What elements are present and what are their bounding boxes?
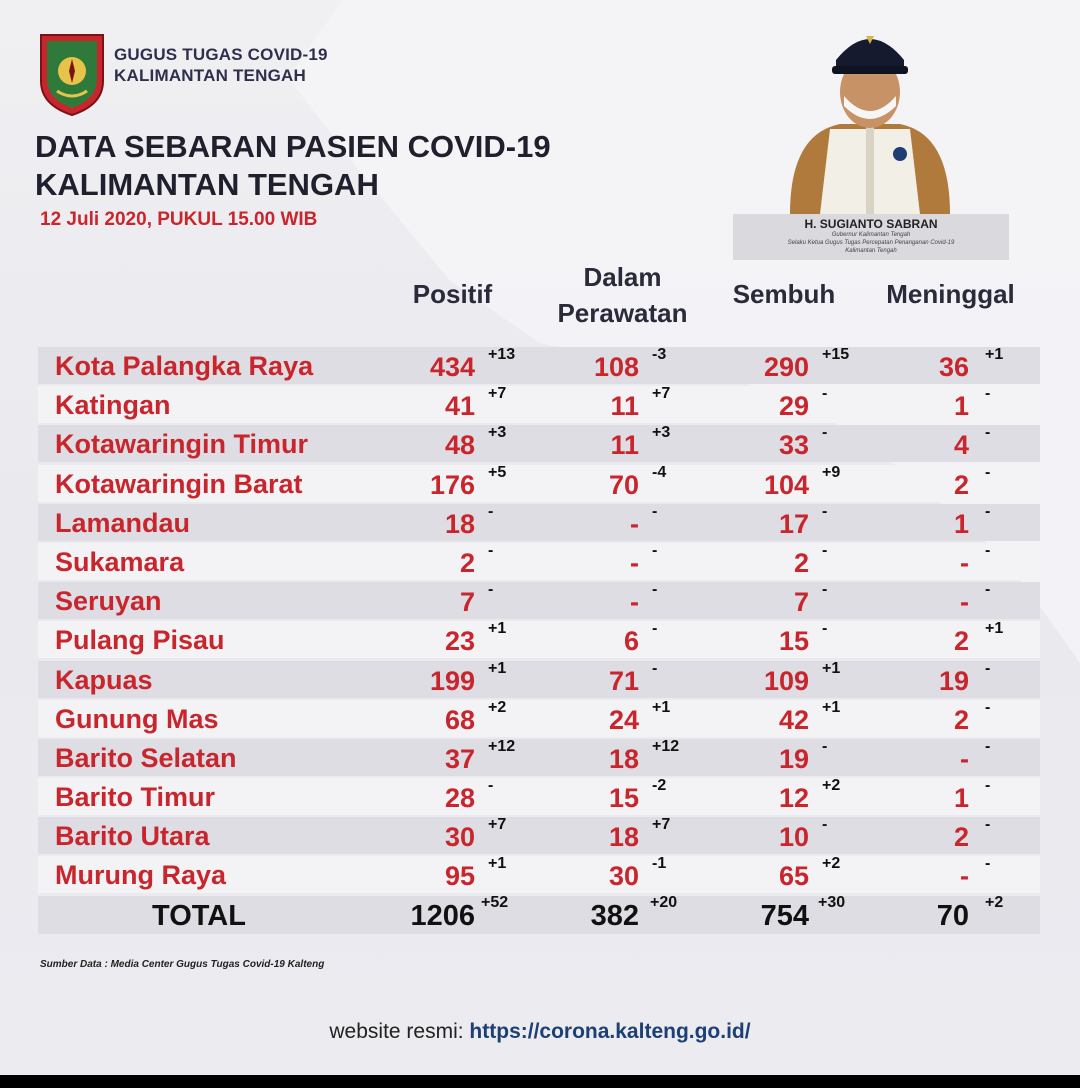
region-name: Pulang Pisau <box>55 625 225 656</box>
total-sembuh-delta: +30 <box>818 893 846 911</box>
website-line <box>0 1020 1080 1044</box>
region-name: Kotawaringin Barat <box>55 468 303 499</box>
cell-positif: 68 <box>444 704 475 735</box>
cell-rawat-delta: - <box>652 541 658 559</box>
cell-positif: 434 <box>429 352 475 382</box>
page-title <box>35 128 551 204</box>
cell-mati: 2 <box>953 822 969 853</box>
table-row <box>38 347 1040 384</box>
cell-mati-delta: - <box>985 659 991 677</box>
region-name: Kapuas <box>55 664 153 695</box>
cell-rawat: 15 <box>608 783 639 814</box>
cell-sembuh: 104 <box>763 469 809 500</box>
region-name: Kotawaringin Timur <box>55 429 309 460</box>
cell-rawat-delta: +7 <box>652 816 671 834</box>
cell-positif: 28 <box>444 783 475 814</box>
cell-positif-delta: +2 <box>488 698 507 716</box>
cell-sembuh: 19 <box>778 743 809 774</box>
cell-sembuh: 12 <box>778 783 809 814</box>
total-row <box>38 893 1040 934</box>
cell-mati: 1 <box>953 508 969 539</box>
cell-rawat-delta: +12 <box>652 737 680 755</box>
cell-rawat: 18 <box>608 822 639 853</box>
cell-mati: - <box>960 547 969 578</box>
cell-positif: 30 <box>444 822 475 853</box>
cell-sembuh-delta: - <box>822 541 828 559</box>
cell-positif-delta: +13 <box>488 346 516 363</box>
website-link[interactable]: https://corona.kalteng.go.id/ <box>469 1020 751 1043</box>
table-row <box>38 465 1040 502</box>
cell-rawat: 71 <box>608 665 639 696</box>
cell-positif: 18 <box>444 508 475 539</box>
caption-line2: Selaku Ketua Gugus Tugas Percepatan Penanganan Covid-19 <box>787 240 955 246</box>
total-rawat: 382 <box>590 899 639 932</box>
cell-mati: 4 <box>953 430 969 461</box>
cell-rawat: - <box>630 587 639 618</box>
cell-positif: 95 <box>444 861 475 892</box>
cell-sembuh: 42 <box>778 704 809 735</box>
cell-positif-delta: +3 <box>488 424 507 442</box>
cell-sembuh-delta: +1 <box>822 698 841 716</box>
table-row <box>38 661 1040 698</box>
cell-sembuh-delta: +15 <box>822 346 850 363</box>
cell-positif: 23 <box>444 626 475 657</box>
caption-line3: Kalimantan Tengah <box>845 248 897 254</box>
cell-rawat: 6 <box>623 626 639 657</box>
cell-positif: 7 <box>459 587 475 618</box>
cell-rawat-delta: -1 <box>652 855 667 873</box>
header-positif: Positif <box>412 279 493 309</box>
cell-sembuh-delta: - <box>822 385 828 403</box>
report-date: 12 Juli 2020, PUKUL 15.00 WIB <box>40 209 318 230</box>
region-name: Barito Selatan <box>55 742 237 773</box>
cell-mati: 19 <box>938 665 969 696</box>
cell-positif: 48 <box>444 430 475 461</box>
cell-positif: 199 <box>429 665 475 696</box>
cell-mati: 2 <box>953 469 969 500</box>
cell-sembuh-delta: - <box>822 737 828 755</box>
cell-positif: 176 <box>429 469 475 500</box>
cell-rawat-delta: - <box>652 659 658 677</box>
region-name: Kota Palangka Raya <box>55 351 314 381</box>
cell-sembuh-delta: +2 <box>822 855 841 873</box>
cell-mati-delta: - <box>985 737 991 755</box>
total-positif: 1206 <box>410 899 475 932</box>
cell-sembuh-delta: - <box>822 424 828 442</box>
cell-sembuh: 109 <box>763 665 809 696</box>
header-meninggal: Meninggal <box>886 279 1015 309</box>
title-line2: KALIMANTAN TENGAH <box>35 167 379 202</box>
cell-positif: 37 <box>444 743 475 774</box>
cell-positif-delta: - <box>488 581 494 599</box>
cell-mati-delta: +1 <box>985 346 1004 363</box>
cell-mati: - <box>960 743 969 774</box>
region-name: Seruyan <box>55 586 162 617</box>
cell-mati-delta: - <box>985 855 991 873</box>
table-row <box>38 425 1040 462</box>
cell-positif: 2 <box>459 547 475 578</box>
title-line1: DATA SEBARAN PASIEN COVID-19 <box>35 129 551 164</box>
data-table <box>38 347 1040 934</box>
header-sembuh: Sembuh <box>732 279 836 309</box>
data-source: Sumber Data : Media Center Gugus Tugas Covid-19 Kalteng <box>40 959 325 970</box>
cell-positif-delta: +7 <box>488 385 507 403</box>
cell-mati-delta: - <box>985 424 991 442</box>
cell-sembuh: 33 <box>778 430 809 461</box>
region-name: Murung Raya <box>55 860 227 891</box>
cell-mati: - <box>960 587 969 618</box>
cell-mati-delta: - <box>985 698 991 716</box>
cell-rawat: 24 <box>608 704 639 735</box>
total-sembuh: 754 <box>760 899 809 932</box>
cell-sembuh-delta: - <box>822 502 828 520</box>
cell-sembuh-delta: - <box>822 581 828 599</box>
table-row <box>38 700 1040 737</box>
cell-rawat-delta: -4 <box>652 463 667 481</box>
portrait-caption <box>733 214 1009 260</box>
cell-positif-delta: +12 <box>488 737 516 755</box>
table-row <box>38 778 1040 815</box>
cell-sembuh: 29 <box>778 391 809 422</box>
cell-mati: 36 <box>938 352 969 382</box>
cell-rawat: 30 <box>608 861 639 892</box>
cell-sembuh-delta: - <box>822 816 828 834</box>
cell-rawat-delta: - <box>652 620 658 638</box>
provincial-emblem-logo <box>37 31 107 117</box>
cell-mati-delta: - <box>985 581 991 599</box>
cell-sembuh-delta: +2 <box>822 777 841 795</box>
cell-sembuh-delta: +9 <box>822 463 841 481</box>
header-dalam-perawatan <box>540 259 705 331</box>
region-name: Katingan <box>55 390 171 421</box>
cell-mati-delta: - <box>985 816 991 834</box>
region-name: Sukamara <box>55 546 185 577</box>
region-name: Gunung Mas <box>55 703 219 734</box>
bottom-bar <box>0 1075 1080 1088</box>
cell-sembuh: 15 <box>778 626 809 657</box>
cell-mati: 2 <box>953 704 969 735</box>
org-line1: GUGUS TUGAS COVID-19 <box>114 45 328 64</box>
cell-sembuh: 290 <box>763 352 809 382</box>
table-row <box>38 582 1040 619</box>
cell-rawat-delta: -3 <box>652 346 667 363</box>
org-line2: KALIMANTAN TENGAH <box>114 66 306 85</box>
table-row <box>38 543 1040 580</box>
cell-sembuh: 7 <box>793 587 809 618</box>
region-name: Lamandau <box>55 507 191 538</box>
cell-sembuh-delta: +1 <box>822 659 841 677</box>
cell-rawat: 70 <box>608 469 639 500</box>
total-rawat-delta: +20 <box>650 893 678 911</box>
cell-positif-delta: +1 <box>488 620 507 638</box>
cell-sembuh-delta: - <box>822 620 828 638</box>
cell-mati-delta: - <box>985 541 991 559</box>
cell-sembuh: 10 <box>778 822 809 853</box>
total-positif-delta: +52 <box>481 893 509 911</box>
cell-rawat: - <box>630 547 639 578</box>
table-row <box>38 856 1040 893</box>
cell-rawat: - <box>630 508 639 539</box>
caption-line1: Gubernur Kalimantan Tengah <box>831 232 911 238</box>
cell-rawat-delta: - <box>652 502 658 520</box>
cell-rawat-delta: +7 <box>652 385 671 403</box>
cell-positif-delta: +7 <box>488 816 507 834</box>
table-body <box>38 347 1040 893</box>
region-name: Barito Utara <box>55 821 210 852</box>
cell-mati: 2 <box>953 626 969 657</box>
total-label: TOTAL <box>152 899 246 932</box>
header-perawatan: Perawatan <box>557 298 688 328</box>
cell-rawat-delta: +1 <box>652 698 671 716</box>
cell-positif-delta: - <box>488 541 494 559</box>
cell-positif: 41 <box>444 391 475 422</box>
cell-mati-delta: +1 <box>985 620 1004 638</box>
cell-sembuh: 2 <box>793 547 809 578</box>
cell-mati: - <box>960 861 969 892</box>
cell-rawat: 11 <box>610 391 639 422</box>
cell-mati-delta: - <box>985 463 991 481</box>
cell-positif-delta: - <box>488 777 494 795</box>
cell-sembuh: 65 <box>778 861 809 892</box>
governor-portrait <box>780 14 960 214</box>
header-dalam: Dalam <box>583 262 662 292</box>
cell-positif-delta: +1 <box>488 855 507 873</box>
region-name: Barito Timur <box>55 782 216 813</box>
cell-rawat-delta: +3 <box>652 424 671 442</box>
table-row <box>38 817 1040 854</box>
table-row <box>38 621 1040 658</box>
cell-mati-delta: - <box>985 777 991 795</box>
table-row <box>38 386 1040 423</box>
table-row <box>38 504 1040 541</box>
cell-rawat: 18 <box>608 743 639 774</box>
governor-name: H. SUGIANTO SABRAN <box>804 217 938 231</box>
cell-positif-delta: +1 <box>488 659 507 677</box>
cell-mati-delta: - <box>985 502 991 520</box>
website-label: website resmi: <box>329 1020 464 1043</box>
cell-mati: 1 <box>953 783 969 814</box>
cell-rawat: 11 <box>610 430 639 461</box>
organization-name <box>114 44 328 86</box>
cell-positif-delta: +5 <box>488 463 507 481</box>
cell-rawat-delta: -2 <box>652 777 667 795</box>
cell-mati-delta: - <box>985 385 991 403</box>
cell-sembuh: 17 <box>778 508 809 539</box>
cell-positif-delta: - <box>488 502 494 520</box>
cell-mati: 1 <box>953 391 969 422</box>
cell-rawat-delta: - <box>652 581 658 599</box>
table-row <box>38 739 1040 776</box>
total-meninggal-delta: +2 <box>985 893 1004 911</box>
cell-rawat: 108 <box>593 352 639 382</box>
total-meninggal: 70 <box>936 899 969 932</box>
